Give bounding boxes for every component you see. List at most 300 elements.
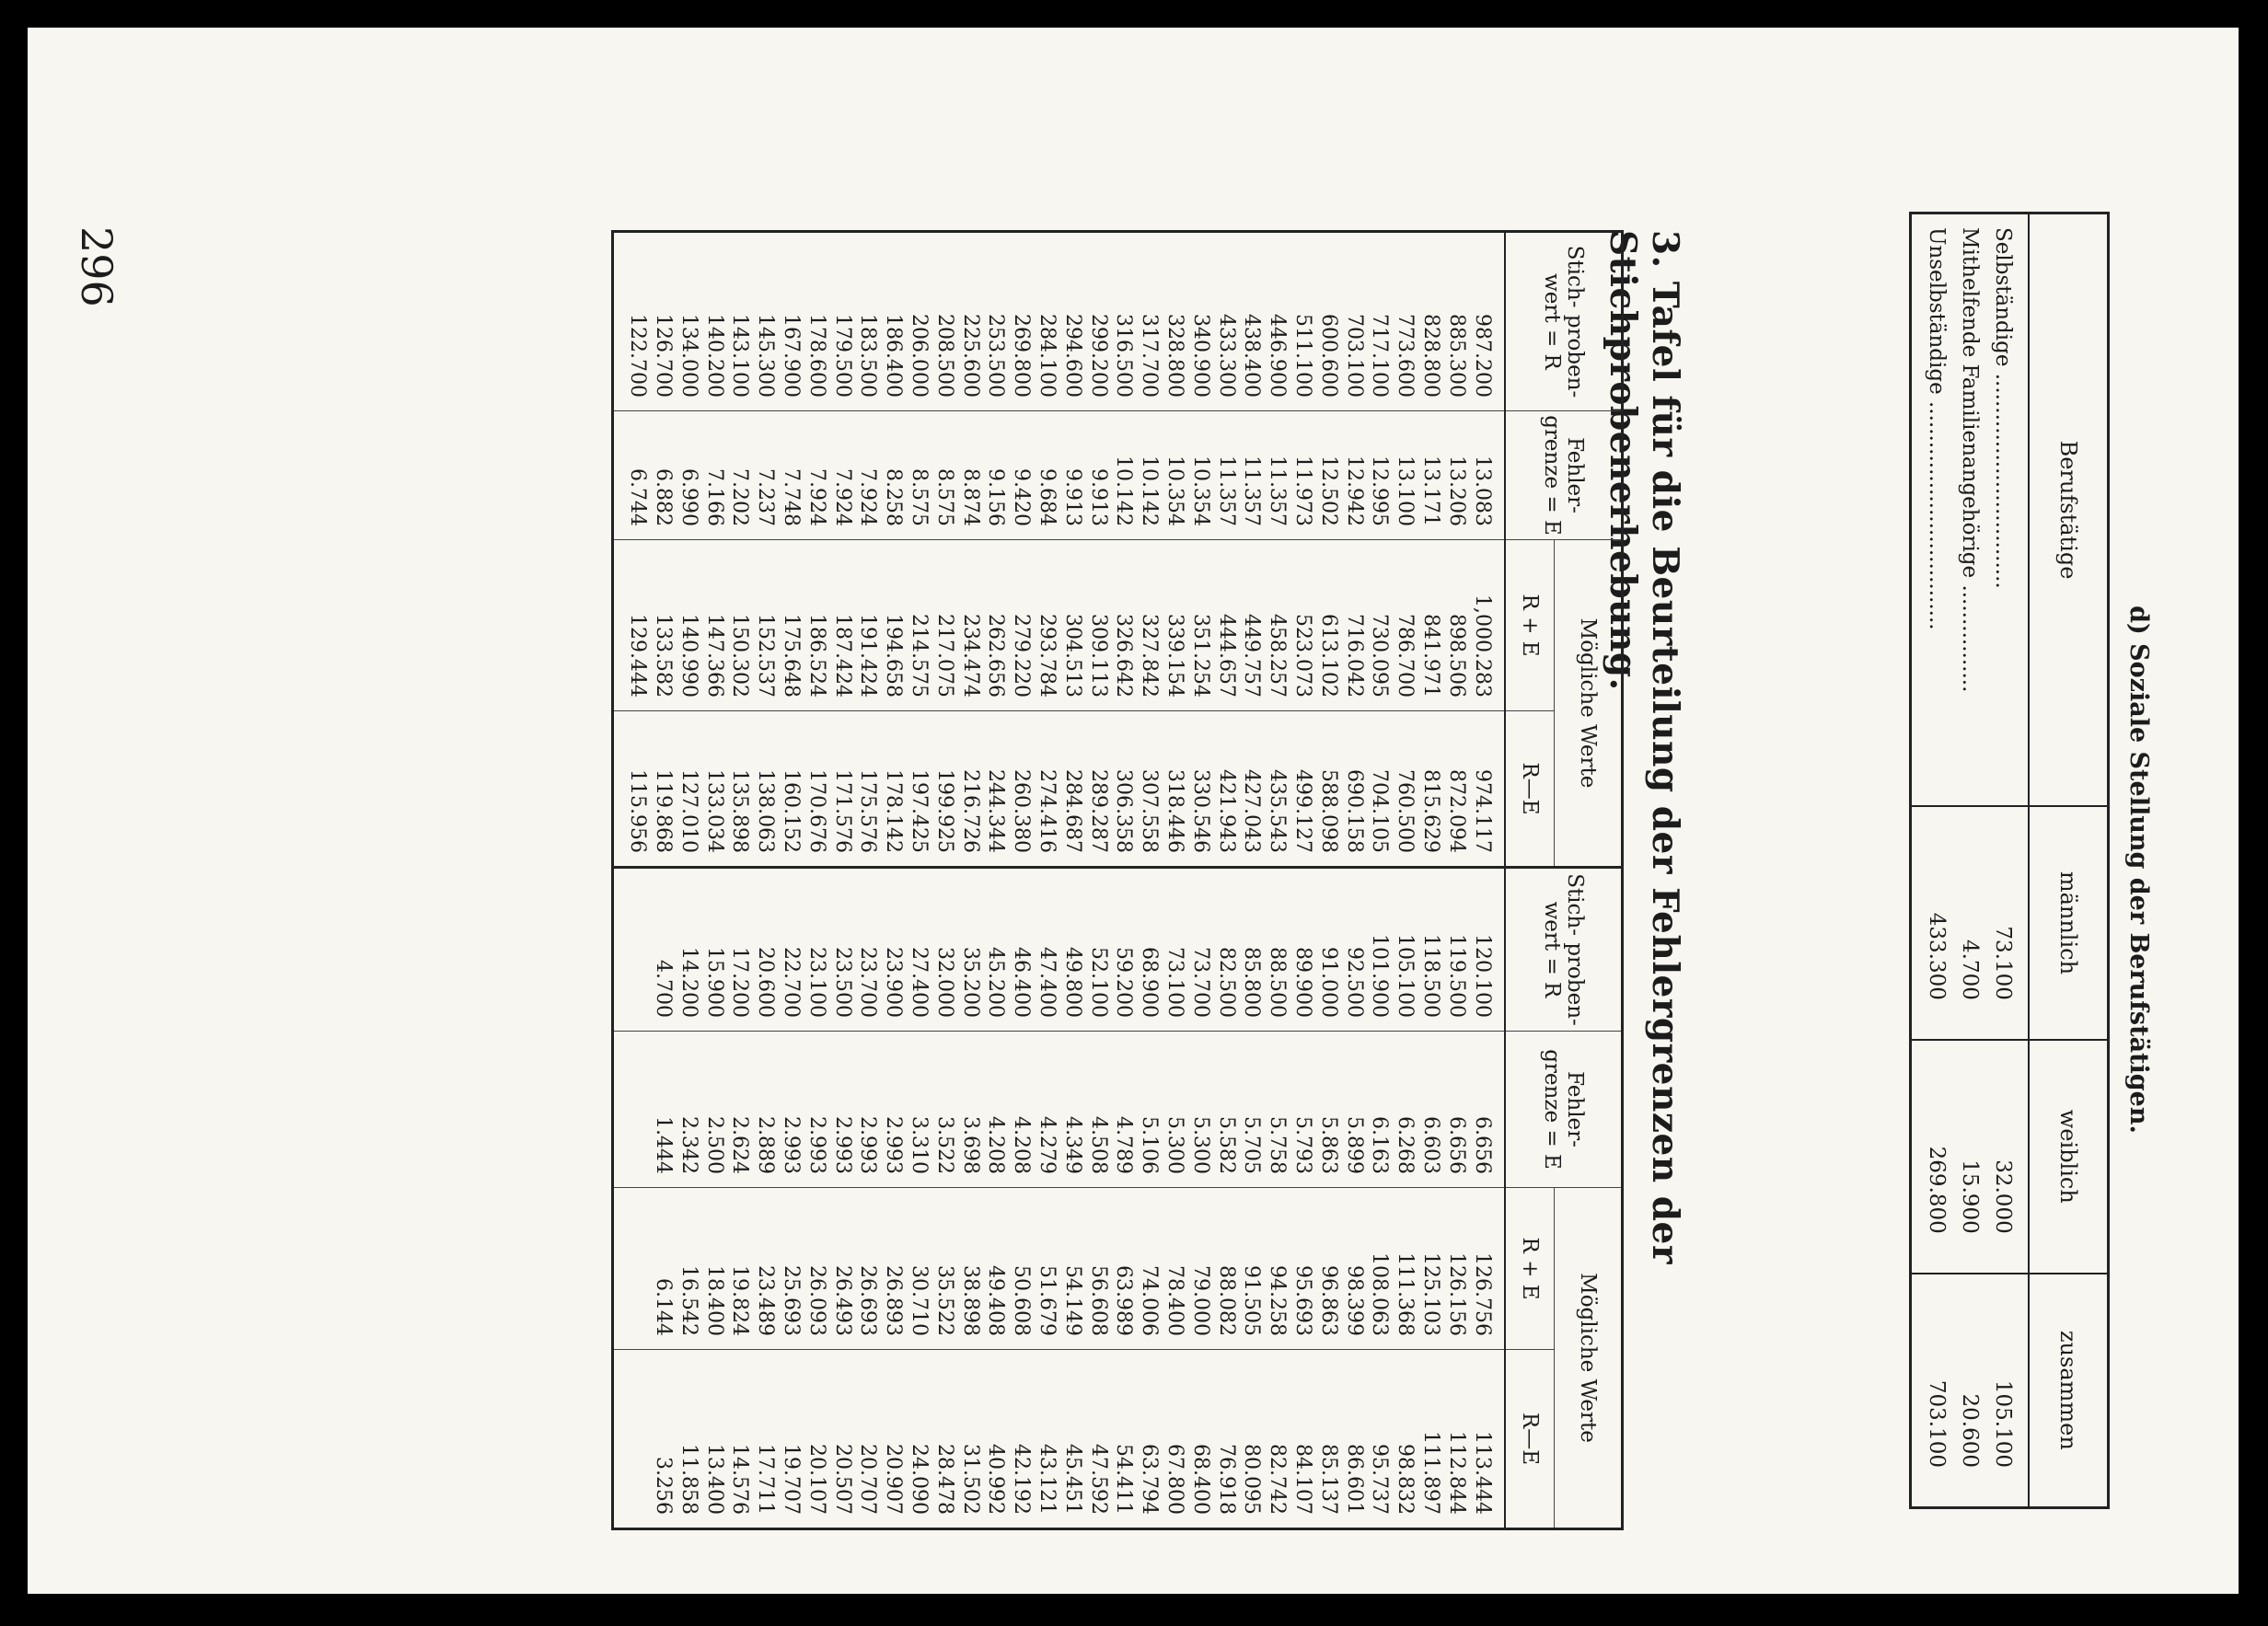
cell-stichprobenwert: 773.600 [1394,314,1418,398]
cell-r-minus-e: 68.400 [1187,1350,1213,1529]
cell-r-plus-e: 54.149 [1059,1188,1085,1350]
cell-fehlergrenze: 7.924 [855,411,881,540]
cell-fehlergrenze: 2.993 [829,1032,855,1188]
cell-fehlergrenze: 10.142 [1111,411,1137,540]
cell-stichprobenwert: 23.100 [804,868,829,1032]
cell-zusammen: 105.100 [1986,1274,2029,1508]
cell-stichprobenwert: 126.700 [652,314,676,398]
cell-fehlergrenze: 4.349 [1059,1032,1085,1188]
cell-r-plus-e: 523.073 [1290,540,1316,711]
cell-r-plus-e: 18.400 [701,1188,727,1350]
cell-fehlergrenze: 2.993 [881,1032,907,1188]
cell-fehlergrenze: 5.863 [1315,1032,1341,1188]
cell-fehlergrenze: 5.106 [1137,1032,1163,1188]
table-row [983,232,1009,1529]
table-row [677,232,702,1529]
cell-r-minus-e: 54.411 [1111,1350,1137,1529]
page-number: 296 [72,226,122,307]
cell-zusammen: 20.600 [1953,1274,1986,1508]
cell-r-plus-e: 279.220 [1009,540,1035,711]
header-zusammen: zusammen [2029,1274,2109,1508]
table-row [957,232,983,1529]
cell-stichprobenwert: 85.800 [1239,868,1265,1032]
cell-fehlergrenze: 6.603 [1418,1032,1444,1188]
cell-r-plus-e: 26.093 [804,1188,829,1350]
table-row [829,232,855,1529]
cell-fehlergrenze: 10.354 [1163,411,1188,540]
table-row [651,232,677,1529]
cell-r-minus-e: 3.256 [651,1350,677,1529]
cell-stichprobenwert: 206.000 [908,314,932,398]
cell-r-minus-e: 115.956 [612,711,650,868]
cell-stichprobenwert: 101.900 [1367,868,1393,1032]
cell-r-plus-e: 449.757 [1239,540,1265,711]
header-fehlergrenze: Fehler- grenze = E [1505,411,1623,540]
cell-fehlergrenze: 11.973 [1290,411,1316,540]
cell-stichprobenwert: 987.200 [1470,314,1494,398]
cell-stichprobenwert: 179.500 [830,314,854,398]
table-row [727,232,753,1529]
table-header-row [2029,213,2109,1508]
cell-fehlergrenze: 6.163 [1367,1032,1393,1188]
cell-fehlergrenze: 7.202 [727,411,753,540]
cell-r-plus-e: 49.408 [983,1188,1009,1350]
cell-r-plus-e: 133.582 [651,540,677,711]
cell-r-minus-e: 244.344 [983,711,1009,868]
cell-fehlergrenze: 2.993 [855,1032,881,1188]
cell-r-minus-e: 170.676 [804,711,829,868]
rotated-page-content [28,28,2239,1594]
cell-r-plus-e: 326.642 [1111,540,1137,711]
cell-r-plus-e: 56.608 [1085,1188,1111,1350]
cell-stichprobenwert: 316.500 [1112,314,1136,398]
table-row [1213,232,1239,1529]
error-margin-table-body [612,232,1505,1529]
cell-fehlergrenze: 11.357 [1265,411,1290,540]
cell-r-minus-e: 330.546 [1187,711,1213,868]
cell-fehlergrenze: 12.995 [1367,411,1393,540]
table-row [1187,232,1213,1529]
cell-r-minus-e: 84.107 [1290,1350,1316,1529]
cell-r-minus-e: 138.063 [753,711,779,868]
cell-r-minus-e: 197.425 [907,711,932,868]
cell-fehlergrenze: 12.942 [1341,411,1367,540]
table-row [1290,232,1316,1529]
cell-r-minus-e: 67.800 [1163,1350,1188,1529]
cell-stichprobenwert: 68.900 [1137,868,1163,1032]
cell-r-minus-e: 80.095 [1239,1350,1265,1529]
cell-r-minus-e: 111.897 [1418,1350,1444,1529]
cell-fehlergrenze: 2.624 [727,1032,753,1188]
cell-r-minus-e: 20.507 [829,1350,855,1529]
header-stichprobenwert: Stich- proben- wert = R [1505,868,1623,1032]
header-r-plus-e: R + E [1505,540,1555,711]
section-3-title: 3. Tafel für die Beurteilung der Fehlergrenzen der Stichprobenerhebung. [1602,230,1686,1264]
cell-maennlich: 4.700 [1953,806,1986,1040]
cell-r-plus-e: 91.505 [1239,1188,1265,1350]
table-row [1239,232,1265,1529]
cell-r-minus-e: 20.907 [881,1350,907,1529]
cell-maennlich: 433.300 [1911,806,1954,1040]
cell-r-minus-e: 95.737 [1367,1350,1393,1529]
cell-r-plus-e: 1,000.283 [1469,540,1505,711]
cell-r-plus-e: 444.657 [1213,540,1239,711]
cell-stichprobenwert: 91.000 [1315,868,1341,1032]
cell-r-minus-e: 113.444 [1469,1350,1505,1529]
cell-r-plus-e: 95.693 [1290,1188,1316,1350]
cell-stichprobenwert: 183.500 [856,314,880,398]
cell-stichprobenwert: 92.500 [1341,868,1367,1032]
table-row [1009,232,1035,1529]
cell-r-minus-e: 588.098 [1315,711,1341,868]
cell-stichprobenwert: 46.400 [1009,868,1035,1032]
cell-r-plus-e: 30.710 [907,1188,932,1350]
cell-r-minus-e: 974.117 [1469,711,1505,868]
cell-fehlergrenze: 4.789 [1111,1032,1137,1188]
cell-stichprobenwert: 52.100 [1085,868,1111,1032]
cell-fehlergrenze: 3.310 [907,1032,932,1188]
cell-fehlergrenze: 9.156 [983,411,1009,540]
cell-r-plus-e: 79.000 [1187,1188,1213,1350]
cell-stichprobenwert: 317.700 [1138,314,1162,398]
cell-r-minus-e: 98.832 [1393,1350,1418,1529]
cell-r-minus-e: 13.400 [701,1350,727,1529]
cell-fehlergrenze: 11.357 [1239,411,1265,540]
cell-stichprobenwert: 703.100 [1342,314,1366,398]
cell-r-minus-e: 318.446 [1163,711,1188,868]
cell-stichprobenwert: 433.300 [1214,314,1238,398]
table-row [1393,232,1418,1529]
cell-r-minus-e: 76.918 [1213,1350,1239,1529]
cell-fehlergrenze: 9.913 [1085,411,1111,540]
cell-r-minus-e: 17.711 [753,1350,779,1529]
social-status-table [1909,212,2110,1509]
cell-fehlergrenze [612,1032,650,1188]
cell-r-plus-e: 126.156 [1443,1188,1469,1350]
cell-r-plus-e: 351.254 [1187,540,1213,711]
cell-fehlergrenze: 2.500 [701,1032,727,1188]
table-row [1111,232,1137,1529]
cell-r-plus-e: 140.990 [677,540,702,711]
cell-r-plus-e: 25.693 [779,1188,804,1350]
cell-fehlergrenze: 13.171 [1418,411,1444,540]
section-d-title: d) Soziale Stellung der Berufstätigen. [2124,605,2153,1134]
cell-fehlergrenze: 5.793 [1290,1032,1316,1188]
header-moegliche-werte: Mögliche Werte [1555,1188,1623,1529]
table-row [1137,232,1163,1529]
cell-stichprobenwert: 446.900 [1266,314,1290,398]
cell-r-minus-e: 20.107 [804,1350,829,1529]
cell-r-minus-e: 14.576 [727,1350,753,1529]
cell-fehlergrenze: 11.357 [1213,411,1239,540]
cell-fehlergrenze: 4.508 [1085,1032,1111,1188]
cell-r-plus-e: 35.522 [932,1188,957,1350]
cell-r-plus-e: 98.399 [1341,1188,1367,1350]
cell-r-minus-e: 24.090 [907,1350,932,1529]
cell-r-plus-e: 194.658 [881,540,907,711]
cell-r-plus-e: 175.648 [779,540,804,711]
cell-r-plus-e: 613.102 [1315,540,1341,711]
table-row [932,232,957,1529]
cell-fehlergrenze: 5.300 [1187,1032,1213,1188]
cell-r-plus-e: 51.679 [1035,1188,1060,1350]
cell-stichprobenwert: 600.600 [1316,314,1340,398]
cell-r-plus-e: 108.063 [1367,1188,1393,1350]
cell-fehlergrenze: 13.083 [1469,411,1505,540]
table-row [1035,232,1060,1529]
cell-r-minus-e: 40.992 [983,1350,1009,1529]
cell-r-minus-e: 427.043 [1239,711,1265,868]
cell-r-plus-e: 293.784 [1035,540,1060,711]
cell-r-minus-e: 45.451 [1059,1350,1085,1529]
cell-r-minus-e: 31.502 [957,1350,983,1529]
header-r-plus-e: R + E [1505,1188,1555,1350]
cell-fehlergrenze: 8.575 [932,411,957,540]
cell-r-minus-e: 260.380 [1009,711,1035,868]
table-row [1341,232,1367,1529]
table-row [1953,213,1986,1508]
cell-r-plus-e: 16.542 [677,1188,702,1350]
cell-r-plus-e: 309.113 [1085,540,1111,711]
cell-r-minus-e: 216.726 [957,711,983,868]
cell-stichprobenwert: 23.700 [855,868,881,1032]
cell-stichprobenwert: 23.900 [881,868,907,1032]
cell-r-minus-e: 421.943 [1213,711,1239,868]
cell-fehlergrenze: 10.142 [1137,411,1163,540]
cell-fehlergrenze: 10.354 [1187,411,1213,540]
cell-stichprobenwert: 120.100 [1469,868,1505,1032]
cell-fehlergrenze: 1.444 [651,1032,677,1188]
cell-fehlergrenze: 5.758 [1265,1032,1290,1188]
cell-stichprobenwert: 294.600 [1060,314,1084,398]
table-row [881,232,907,1529]
cell-r-plus-e: 304.513 [1059,540,1085,711]
cell-fehlergrenze: 6.656 [1443,1032,1469,1188]
cell-stichprobenwert: 253.500 [984,314,1008,398]
cell-stichprobenwert: 328.800 [1163,314,1187,398]
cell-fehlergrenze: 13.100 [1393,411,1418,540]
cell-stichprobenwert: 269.800 [1010,314,1034,398]
cell-stichprobenwert: 105.100 [1393,868,1418,1032]
cell-weiblich: 15.900 [1953,1040,1986,1274]
table-row [1163,232,1188,1529]
cell-r-plus-e: 339.154 [1163,540,1188,711]
cell-fehlergrenze: 4.279 [1035,1032,1060,1188]
header-fehlergrenze: Fehler- grenze = E [1505,1032,1623,1188]
cell-fehlergrenze: 6.882 [651,411,677,540]
table-row [1443,232,1469,1529]
table-header-row [1555,232,1623,1529]
cell-r-plus-e: 150.302 [727,540,753,711]
cell-fehlergrenze: 6.656 [1469,1032,1505,1188]
cell-r-plus-e: 74.006 [1137,1188,1163,1350]
cell-r-minus-e: 815.629 [1418,711,1444,868]
cell-fehlergrenze: 8.258 [881,411,907,540]
cell-stichprobenwert: 4.700 [651,868,677,1032]
cell-r-plus-e: 125.103 [1418,1188,1444,1350]
cell-r-plus-e: 217.075 [932,540,957,711]
cell-stichprobenwert: 145.300 [754,314,778,398]
cell-r-plus-e: 186.524 [804,540,829,711]
cell-r-minus-e: 199.925 [932,711,957,868]
scanned-page [28,28,2239,1594]
cell-r-plus-e: 187.424 [829,540,855,711]
header-maennlich: männlich [2029,806,2109,1040]
cell-r-minus-e: 306.358 [1111,711,1137,868]
cell-weiblich: 269.800 [1911,1040,1954,1274]
cell-r-plus-e: 147.366 [701,540,727,711]
cell-zusammen: 703.100 [1911,1274,1954,1508]
cell-stichprobenwert: 27.400 [907,868,932,1032]
cell-fehlergrenze: 9.420 [1009,411,1035,540]
cell-stichprobenwert: 22.700 [779,868,804,1032]
cell-fehlergrenze: 2.993 [804,1032,829,1188]
cell-r-minus-e: 85.137 [1315,1350,1341,1529]
cell-fehlergrenze: 5.582 [1213,1032,1239,1188]
table-row [1059,232,1085,1529]
cell-r-minus-e: 690.158 [1341,711,1367,868]
cell-r-minus-e: 274.416 [1035,711,1060,868]
cell-fehlergrenze: 2.342 [677,1032,702,1188]
cell-r-minus-e: 119.868 [651,711,677,868]
cell-fehlergrenze: 6.744 [612,411,650,540]
cell-fehlergrenze: 3.522 [932,1032,957,1188]
cell-r-minus-e: 19.707 [779,1350,804,1529]
table-row [907,232,932,1529]
cell-fehlergrenze: 9.913 [1059,411,1085,540]
cell-maennlich: 73.100 [1986,806,2029,1040]
cell-stichprobenwert: 23.500 [829,868,855,1032]
cell-r-minus-e: 133.034 [701,711,727,868]
cell-r-plus-e: 26.893 [881,1188,907,1350]
cell-stichprobenwert: 73.700 [1187,868,1213,1032]
table-row [1911,213,1954,1508]
header-berufstaetige: Berufstätige [2029,213,2109,807]
row-label: Unselbständige .................................. [1925,227,1949,630]
cell-r-minus-e: 135.898 [727,711,753,868]
cell-r-plus-e: 78.400 [1163,1188,1188,1350]
table-row [753,232,779,1529]
cell-fehlergrenze: 4.208 [1009,1032,1035,1188]
cell-fehlergrenze: 6.268 [1393,1032,1418,1188]
cell-fehlergrenze: 12.502 [1315,411,1341,540]
cell-stichprobenwert: 73.100 [1163,868,1188,1032]
table-row [1265,232,1290,1529]
cell-r-plus-e: 96.863 [1315,1188,1341,1350]
cell-r-plus-e: 38.898 [957,1188,983,1350]
table-row [1418,232,1444,1529]
cell-stichprobenwert: 17.200 [727,868,753,1032]
cell-stichprobenwert: 118.500 [1418,868,1444,1032]
cell-fehlergrenze: 5.300 [1163,1032,1188,1188]
cell-r-plus-e: 898.506 [1443,540,1469,711]
row-label: Selbständige ................................ [1991,227,2015,589]
table-row [1085,232,1111,1529]
cell-r-plus-e: 126.756 [1469,1188,1505,1350]
header-weiblich: weiblich [2029,1040,2109,1274]
cell-r-minus-e: 82.742 [1265,1350,1290,1529]
cell-fehlergrenze: 5.705 [1239,1032,1265,1188]
cell-stichprobenwert: 340.900 [1188,314,1212,398]
cell-stichprobenwert: 511.100 [1291,314,1315,398]
cell-r-plus-e: 191.424 [855,540,881,711]
cell-r-plus-e: 152.537 [753,540,779,711]
cell-r-plus-e: 234.474 [957,540,983,711]
cell-r-minus-e: 160.152 [779,711,804,868]
cell-stichprobenwert: 14.200 [677,868,702,1032]
cell-fehlergrenze: 4.208 [983,1032,1009,1188]
cell-stichprobenwert: 167.900 [780,314,804,398]
error-margin-table [611,230,1624,1530]
cell-r-minus-e: 435.543 [1265,711,1290,868]
cell-r-plus-e: 19.824 [727,1188,753,1350]
cell-r-minus-e: 872.094 [1443,711,1469,868]
cell-stichprobenwert: 284.100 [1036,314,1059,398]
cell-r-plus-e: 786.700 [1393,540,1418,711]
table-row [612,232,650,1529]
cell-fehlergrenze: 13.206 [1443,411,1469,540]
cell-r-plus-e [612,1188,650,1350]
cell-r-plus-e: 730.095 [1367,540,1393,711]
cell-r-plus-e: 63.989 [1111,1188,1137,1350]
cell-fehlergrenze: 7.924 [804,411,829,540]
cell-r-minus-e: 28.478 [932,1350,957,1529]
table-row [1986,213,2029,1508]
cell-r-plus-e: 26.693 [855,1188,881,1350]
cell-r-minus-e: 86.601 [1341,1350,1367,1529]
cell-stichprobenwert: 140.200 [702,314,726,398]
cell-fehlergrenze: 8.575 [907,411,932,540]
table-row [804,232,829,1529]
table-row [779,232,804,1529]
cell-r-minus-e: 127.010 [677,711,702,868]
cell-r-plus-e: 26.493 [829,1188,855,1350]
cell-fehlergrenze: 2.889 [753,1032,779,1188]
header-stichprobenwert: Stich- proben- wert = R [1505,232,1623,411]
row-label: Mithelfende Familienangehörige ................ [1958,227,1982,693]
table-row [1469,232,1505,1529]
cell-r-plus-e: 50.608 [1009,1188,1035,1350]
cell-fehlergrenze: 7.924 [829,411,855,540]
cell-fehlergrenze: 7.748 [779,411,804,540]
cell-weiblich: 32.000 [1986,1040,2029,1274]
cell-r-minus-e: 47.592 [1085,1350,1111,1529]
cell-stichprobenwert: 59.200 [1111,868,1137,1032]
table-row [1367,232,1393,1529]
cell-stichprobenwert: 32.000 [932,868,957,1032]
cell-stichprobenwert: 35.200 [957,868,983,1032]
cell-stichprobenwert: 438.400 [1240,314,1264,398]
cell-stichprobenwert: 89.900 [1290,868,1316,1032]
cell-r-plus-e: 716.042 [1341,540,1367,711]
cell-stichprobenwert: 82.500 [1213,868,1239,1032]
cell-r-plus-e: 327.842 [1137,540,1163,711]
cell-r-plus-e: 129.444 [612,540,650,711]
table-row [855,232,881,1529]
cell-r-minus-e: 171.576 [829,711,855,868]
cell-r-minus-e: 499.127 [1290,711,1316,868]
cell-r-minus-e: 63.794 [1137,1350,1163,1529]
cell-stichprobenwert: 186.400 [882,314,906,398]
cell-r-plus-e: 23.489 [753,1188,779,1350]
cell-fehlergrenze: 7.166 [701,411,727,540]
cell-r-plus-e: 88.082 [1213,1188,1239,1350]
cell-r-minus-e: 42.192 [1009,1350,1035,1529]
cell-stichprobenwert: 828.800 [1419,314,1443,398]
cell-fehlergrenze: 8.874 [957,411,983,540]
cell-stichprobenwert: 143.100 [728,314,752,398]
cell-r-minus-e: 175.576 [855,711,881,868]
